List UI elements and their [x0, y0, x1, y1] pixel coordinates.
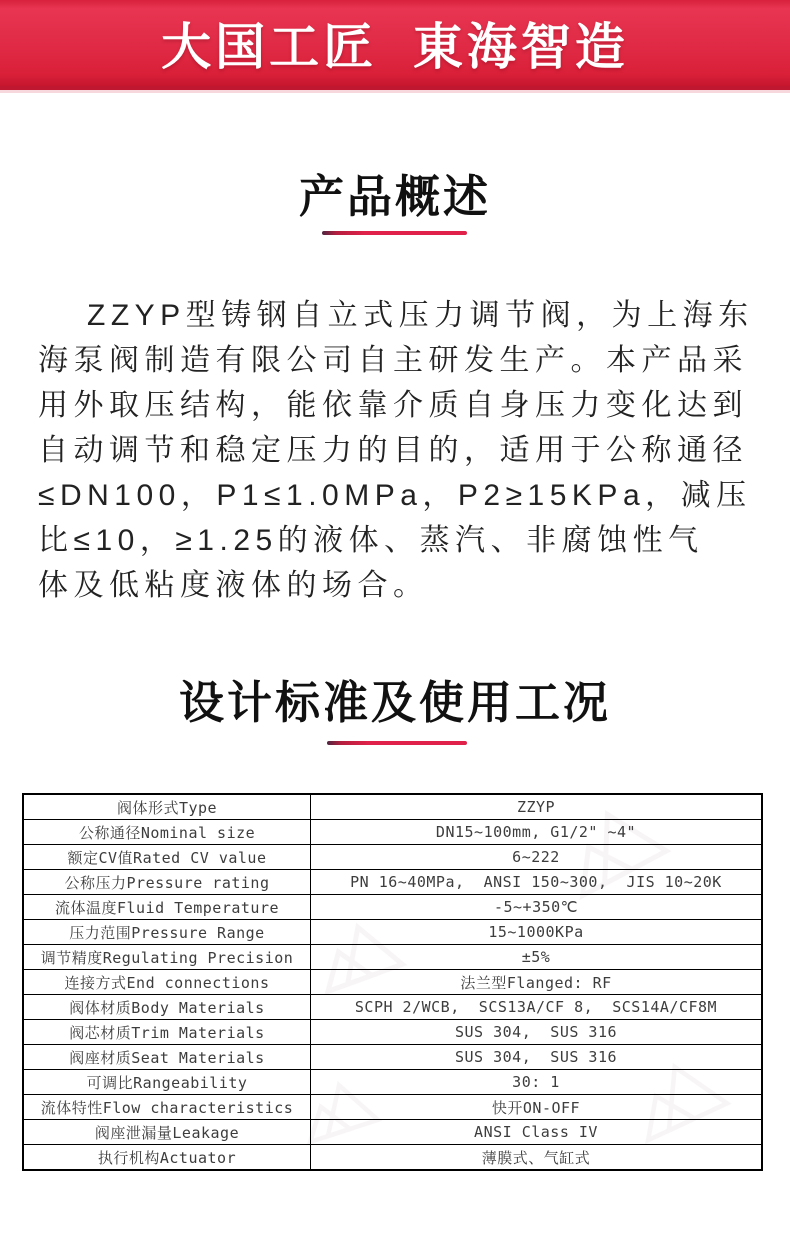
brand-banner-title: 大国工匠 東海智造 [161, 19, 629, 75]
spec-value-cell: ZZYP [311, 794, 763, 820]
spec-label-cell: 额定CV值Rated CV value [23, 845, 311, 870]
spec-label-cell: 阀体形式Type [23, 794, 311, 820]
section-heading-specs: 设计标准及使用工况 [178, 677, 611, 728]
table-row [23, 1045, 762, 1070]
section-heading-overview: 产品概述 [298, 171, 491, 222]
product-description [38, 293, 752, 608]
table-row [23, 870, 762, 895]
description-line: 比≤10，≥1.25的液体、蒸汽、非腐蚀性气 [38, 524, 704, 557]
description-line: 用外取压结构，能依靠介质自身压力变化达到 [38, 389, 748, 422]
description-line: 海泵阀制造有限公司自主研发生产。本产品采 [38, 344, 748, 377]
spec-label-cell: 连接方式End connections [23, 970, 311, 995]
spec-value-cell: SCPH 2/WCB, SCS13A/CF 8, SCS14A/CF8M [311, 995, 763, 1020]
spec-value-cell: ±5% [311, 945, 763, 970]
spec-value-cell: SUS 304, SUS 316 [311, 1045, 763, 1070]
spec-value-cell: ANSI Class IV [311, 1120, 763, 1145]
table-row [23, 845, 762, 870]
spec-value-cell: 薄膜式、气缸式 [311, 1145, 763, 1171]
spec-value-cell: 6~222 [311, 845, 763, 870]
spec-value-cell: 15~1000KPa [311, 920, 763, 945]
spec-value-cell: -5~+350℃ [311, 895, 763, 920]
spec-value-cell: DN15~100mm, G1/2" ~4" [311, 820, 763, 845]
table-row [23, 1070, 762, 1095]
table-row [23, 995, 762, 1020]
spec-label-cell: 压力范围Pressure Range [23, 920, 311, 945]
spec-value-cell: 法兰型Flanged: RF [311, 970, 763, 995]
table-row [23, 945, 762, 970]
specs-table [22, 793, 763, 1171]
table-row [23, 920, 762, 945]
spec-value-cell: PN 16~40MPa, ANSI 150~300, JIS 10~20K [311, 870, 763, 895]
table-row [23, 1095, 762, 1120]
spec-value-cell: 快开ON-OFF [311, 1095, 763, 1120]
table-row [23, 1120, 762, 1145]
spec-label-cell: 公称压力Pressure rating [23, 870, 311, 895]
spec-label-cell: 阀体材质Body Materials [23, 995, 311, 1020]
brand-banner [0, 0, 790, 90]
spec-label-cell: 执行机构Actuator [23, 1145, 311, 1171]
spec-label-cell: 调节精度Regulating Precision [23, 945, 311, 970]
heading-underline-specs [327, 741, 467, 745]
spec-label-cell: 阀芯材质Trim Materials [23, 1020, 311, 1045]
spec-label-cell: 流体特性Flow characteristics [23, 1095, 311, 1120]
description-line: 体及低粘度液体的场合。 [38, 569, 429, 602]
table-row [23, 820, 762, 845]
spec-label-cell: 阀座材质Seat Materials [23, 1045, 311, 1070]
table-row [23, 1145, 762, 1171]
table-row [23, 895, 762, 920]
spec-label-cell: 公称通径Nominal size [23, 820, 311, 845]
description-line: ZZYP型铸钢自立式压力调节阀，为上海东 [87, 299, 754, 332]
description-line: 自动调节和稳定压力的目的，适用于公称通径 [38, 434, 748, 467]
table-row [23, 794, 762, 820]
spec-value-cell: SUS 304, SUS 316 [311, 1020, 763, 1045]
spec-value-cell: 30: 1 [311, 1070, 763, 1095]
table-row [23, 1020, 762, 1045]
spec-label-cell: 流体温度Fluid Temperature [23, 895, 311, 920]
heading-underline-overview [322, 231, 467, 235]
spec-label-cell: 可调比Rangeability [23, 1070, 311, 1095]
table-row [23, 970, 762, 995]
description-line: ≤DN100，P1≤1.0MPa，P2≥15KPa，减压 [38, 479, 752, 512]
spec-label-cell: 阀座泄漏量Leakage [23, 1120, 311, 1145]
